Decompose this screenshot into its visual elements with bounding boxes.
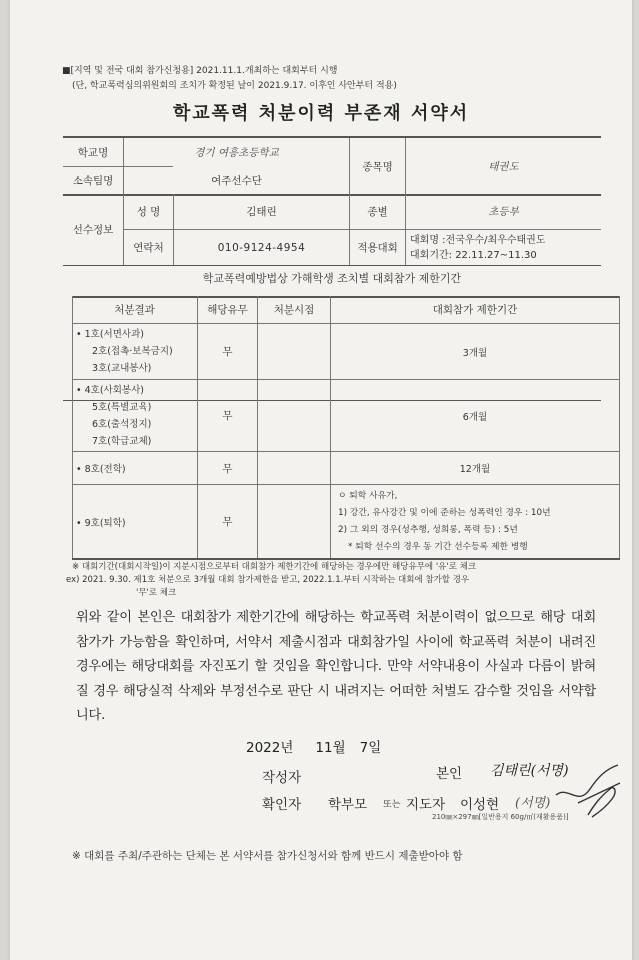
event-period: 대회기간: 22.11.27~11.30 — [410, 249, 537, 261]
school-label: 학교명 — [77, 146, 109, 159]
date-month: 11월 — [315, 740, 346, 756]
period-line: * 퇴학 선수의 경우 동 기간 선수등록 제한 병행 — [348, 541, 528, 552]
row-2-applicable: 무 — [222, 410, 233, 422]
confirmer-label: 확인자 — [262, 797, 302, 813]
table-row-1-items — [76, 324, 197, 379]
notice-line-2: (단, 학교폭력심의위원회의 조치가 확정된 날이 2021.9.17. 이후인 사안부터 적용) — [72, 81, 397, 91]
table-row-3-items — [76, 452, 197, 484]
list-item: 3호(교내봉사) — [92, 363, 152, 374]
writer-label: 작성자 — [262, 770, 302, 786]
list-item: • 4호(사회봉사) — [76, 384, 144, 396]
event-value — [410, 230, 600, 265]
period-line: 1) 강간, 유사강간 및 이에 준하는 성폭력인 경우 : 10년 — [338, 507, 551, 518]
list-item: 7호(학급교체) — [92, 435, 152, 447]
category-label: 종별 — [367, 206, 388, 218]
row-3-applicable: 무 — [222, 462, 233, 475]
row-2-period: 6개월 — [462, 411, 488, 423]
row-1-period: 3개월 — [462, 347, 488, 359]
list-item: 2호(접촉·보복금지) — [92, 346, 173, 357]
or-label: 또는 — [383, 800, 401, 810]
header-applicable: 해당유무 — [207, 304, 248, 316]
footnotes — [66, 561, 632, 600]
list-item: • 8호(전학) — [76, 464, 126, 475]
player-info-label: 선수정보 — [72, 224, 114, 236]
contact-value: 010-9124-4954 — [217, 241, 306, 254]
document-title: 학교폭력 처분이력 부존재 서약서 — [172, 103, 470, 124]
header-timing: 처분시점 — [273, 304, 315, 316]
sport-label: 종목명 — [362, 160, 393, 173]
name-label: 성 명 — [136, 206, 161, 218]
disposition-table — [72, 296, 620, 558]
row-3-period: 12개월 — [459, 464, 491, 475]
team-value: 여주선수단 — [211, 174, 262, 187]
guide-name: 이성현 — [460, 797, 500, 813]
list-item: • 9호(퇴학) — [76, 517, 126, 529]
row-1-applicable: 무 — [222, 346, 233, 358]
pledge-document — [10, 0, 632, 960]
team-label: 소속팀명 — [72, 174, 114, 187]
header-result: 처분결과 — [114, 304, 155, 316]
table-row-4-items — [76, 485, 197, 558]
self-signature: 김태린(서명) — [490, 763, 569, 779]
pledge-date — [246, 736, 466, 756]
restriction-subheading: 학교폭력예방법상 가해학생 조치별 대회참가 제한기간 — [202, 272, 462, 285]
list-item: 5호(특별교육) — [92, 401, 152, 413]
footnote-1: ※ 대회기간(대회시작일)이 지분시점으로부터 대회참가 제한기간에 해당하는 경우에만 해당유무에 '유'로 체크 — [72, 562, 477, 572]
row-4-period — [338, 485, 618, 558]
school-value: 경기 여흥초등학교 — [194, 146, 279, 159]
pledge-text: 위와 같이 본인은 대회참가 제한기간에 해당하는 학교폭력 처분이력이 없으므로 해당 대회 참가가 가능함을 확인하며, 서약서 제출시점과 대회참가일 사이에 학교폭력 처분이 내려진 경우에는 해당대회를 자진포기 할 것임을 확인합니다. 만약 서약내용이 사실과 다름이 밝혀질 경우 해당실적 삭제와 부정선수로 판단 시 내려지는 어떠한 처벌도 감수할 것임을 서약합니다. — [76, 610, 596, 723]
date-day: 7일 — [359, 740, 382, 756]
self-label: 본인 — [436, 766, 463, 782]
header-period: 대회참가 제한기간 — [432, 304, 518, 316]
footnote-2: ex) 2021. 9.30. 제1호 처분으로 3개월 대회 참가제한을 받고, 2022.1.1.부터 시작하는 대회에 참가할 경우 — [66, 575, 470, 585]
bottom-note: ※ 대회를 주최/주관하는 단체는 본 서약서를 참가신청서와 함께 반드시 제출받아야 함 — [72, 850, 463, 862]
date-year: 2022년 — [246, 740, 294, 756]
event-name: 대회명 :전국우수/최우수태권도 — [410, 234, 546, 246]
event-label: 적용대회 — [357, 242, 398, 254]
sport-value: 태권도 — [488, 160, 519, 173]
name-value: 김태린 — [246, 206, 277, 218]
category-value: 초등부 — [488, 206, 519, 218]
guide-label: 지도자 — [406, 797, 446, 813]
period-line: ㅇ 퇴학 사유가, — [338, 490, 398, 501]
list-item: 6호(출석정지) — [92, 418, 152, 430]
notice-block — [62, 64, 397, 94]
row-4-applicable: 무 — [222, 516, 233, 528]
guide-sign-text: (서명) — [515, 796, 551, 811]
period-line: 2) 그 외의 경우(성추행, 성희롱, 폭력 등) : 5년 — [338, 524, 518, 535]
list-item: • 1호(서면사과) — [76, 329, 144, 340]
parent-label: 학부모 — [328, 797, 368, 813]
paper-spec: 210㎜×297㎜[일반용지 60g/㎡(재활용품)] — [432, 813, 569, 821]
table-row-2-items — [76, 380, 197, 451]
notice-line-1: ■[지역 및 전국 대회 참가신청용] 2021.11.1.개최하는 대회부터 시행 — [62, 66, 338, 76]
footnote-3: '무'로 체크 — [136, 588, 177, 598]
contact-label: 연락처 — [133, 242, 164, 254]
